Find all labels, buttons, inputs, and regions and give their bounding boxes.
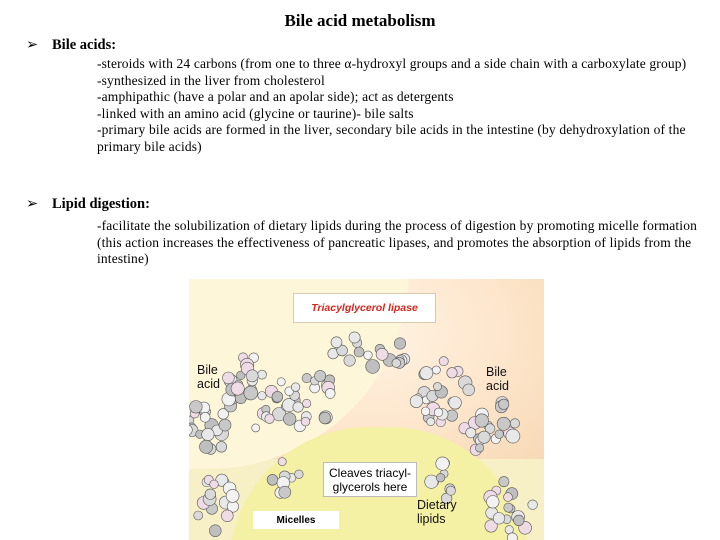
- atom-sphere: [420, 367, 433, 380]
- cleavage-site-label: [323, 462, 417, 497]
- atom-sphere: [394, 338, 405, 349]
- atom-sphere: [434, 408, 443, 417]
- atom-sphere: [506, 429, 520, 443]
- atom-sphere: [331, 337, 342, 348]
- micelles-label: Micelles: [253, 511, 339, 529]
- atom-sphere: [205, 489, 216, 500]
- atom-sphere: [497, 417, 510, 430]
- atom-sphere: [432, 366, 440, 374]
- atom-sphere: [528, 500, 538, 510]
- bile-acid-label-right-line2: acid: [486, 379, 509, 393]
- atom-sphere: [475, 444, 483, 452]
- atom-sphere: [246, 370, 258, 382]
- bile-acid-label-left: [197, 363, 220, 391]
- atom-sphere: [510, 419, 519, 428]
- atom-sphere: [202, 428, 214, 440]
- bile-acids-list: [97, 56, 697, 155]
- atom-sphere: [190, 401, 203, 414]
- section-heading-label: Bile acids:: [52, 37, 117, 53]
- atom-sphere: [493, 513, 505, 525]
- atom-sphere: [315, 370, 326, 381]
- section-heading-lipid-digestion: [26, 196, 150, 213]
- atom-sphere: [344, 355, 355, 366]
- atom-sphere: [295, 470, 304, 479]
- atom-sphere: [364, 351, 373, 360]
- atom-sphere: [433, 382, 441, 390]
- atom-sphere: [223, 372, 235, 384]
- section-heading-label: Lipid digestion:: [52, 196, 150, 212]
- atom-sphere: [252, 424, 260, 432]
- atom-sphere: [258, 392, 266, 400]
- atom-sphere: [446, 486, 455, 495]
- atom-sphere: [507, 533, 517, 540]
- atom-sphere: [291, 383, 300, 392]
- atom-sphere: [410, 395, 423, 408]
- bile-acid-label-right-line1: Bile: [486, 365, 507, 379]
- list-item: -primary bile acids are formed in the liver, secondary bile acids in the intestine (by dehydroxylation of the primary bile acids): [97, 122, 686, 154]
- list-item: -facilitate the solubilization of dietary lipids during the process of digestion by promoting micelle formation (this action increases the effectiveness of pancreatic lipases, and promotes the absorption of lipids from the intestine): [97, 218, 698, 266]
- atom-sphere: [221, 510, 233, 522]
- atom-sphere: [504, 493, 513, 502]
- atom-sphere: [244, 386, 258, 400]
- atom-sphere: [200, 412, 210, 422]
- atom-sphere: [265, 414, 274, 423]
- atom-sphere: [219, 419, 231, 431]
- bile-acid-label-left-line1: Bile: [197, 363, 218, 377]
- list-item: -steroids with 24 carbons (from one to three α-hydroxyl groups and a side chain with a carboxylate group): [97, 56, 687, 71]
- dietary-lipids-line2: lipids: [417, 512, 446, 526]
- atom-sphere: [478, 431, 490, 443]
- atom-sphere: [216, 442, 227, 453]
- atom-sphere: [495, 430, 504, 439]
- cleavage-site-text: Cleaves triacyl- glycerols here: [328, 465, 412, 494]
- atom-sphere: [447, 368, 457, 378]
- list-item: -amphipathic (have a polar and an apolar side); act as detergents: [97, 89, 454, 104]
- atom-sphere: [354, 347, 364, 357]
- atom-sphere: [487, 496, 500, 509]
- atom-sphere: [421, 407, 430, 416]
- section-heading-bile-acids: [26, 37, 116, 54]
- atom-sphere: [231, 382, 244, 395]
- atom-sphere: [277, 378, 285, 386]
- arrow-bullet-icon: ➢: [26, 196, 39, 212]
- atom-sphere: [475, 414, 488, 427]
- atom-sphere: [466, 428, 476, 438]
- atom-sphere: [392, 359, 401, 368]
- atom-sphere: [302, 373, 311, 382]
- atom-sphere: [504, 503, 513, 512]
- atom-sphere: [325, 388, 335, 398]
- atom-sphere: [301, 417, 310, 426]
- atom-sphere: [209, 525, 221, 537]
- bile-acid-label-right: [486, 365, 509, 393]
- list-item: -linked with an amino acid (glycine or taurine)- bile salts: [97, 105, 414, 121]
- atom-sphere: [449, 397, 462, 410]
- dietary-lipids-line1: Dietary: [417, 498, 457, 512]
- atom-sphere: [278, 458, 286, 466]
- bile-acid-label-left-line2: acid: [197, 377, 220, 391]
- dietary-lipids-label: [417, 498, 457, 526]
- atom-sphere: [283, 413, 296, 426]
- atom-sphere: [349, 332, 360, 343]
- bile-acid-micelle-illustration: [189, 279, 544, 540]
- atom-sphere: [258, 370, 267, 379]
- atom-sphere: [436, 457, 449, 470]
- atom-sphere: [293, 402, 303, 412]
- atom-sphere: [319, 412, 331, 424]
- arrow-bullet-icon: ➢: [26, 37, 39, 53]
- atom-sphere: [226, 489, 239, 502]
- atom-sphere: [499, 477, 509, 487]
- atom-sphere: [514, 515, 525, 526]
- atom-sphere: [272, 391, 283, 402]
- enzyme-label: Triacylglycerol lipase: [293, 293, 436, 323]
- atom-sphere: [436, 473, 445, 482]
- atom-sphere: [303, 399, 311, 407]
- atom-sphere: [279, 486, 291, 498]
- atom-sphere: [267, 474, 278, 485]
- atom-sphere: [439, 357, 448, 366]
- atom-sphere: [366, 360, 380, 374]
- atom-sphere: [200, 440, 213, 453]
- atom-sphere: [499, 399, 509, 409]
- atom-sphere: [376, 348, 388, 360]
- atom-sphere: [427, 418, 435, 426]
- atom-sphere: [463, 384, 475, 396]
- lipid-digestion-list: [97, 218, 697, 268]
- list-item: -synthesized in the liver from cholesterol: [97, 72, 325, 88]
- atom-sphere: [210, 480, 219, 489]
- atom-sphere: [194, 511, 203, 520]
- page-title: Bile acid metabolism: [284, 11, 436, 30]
